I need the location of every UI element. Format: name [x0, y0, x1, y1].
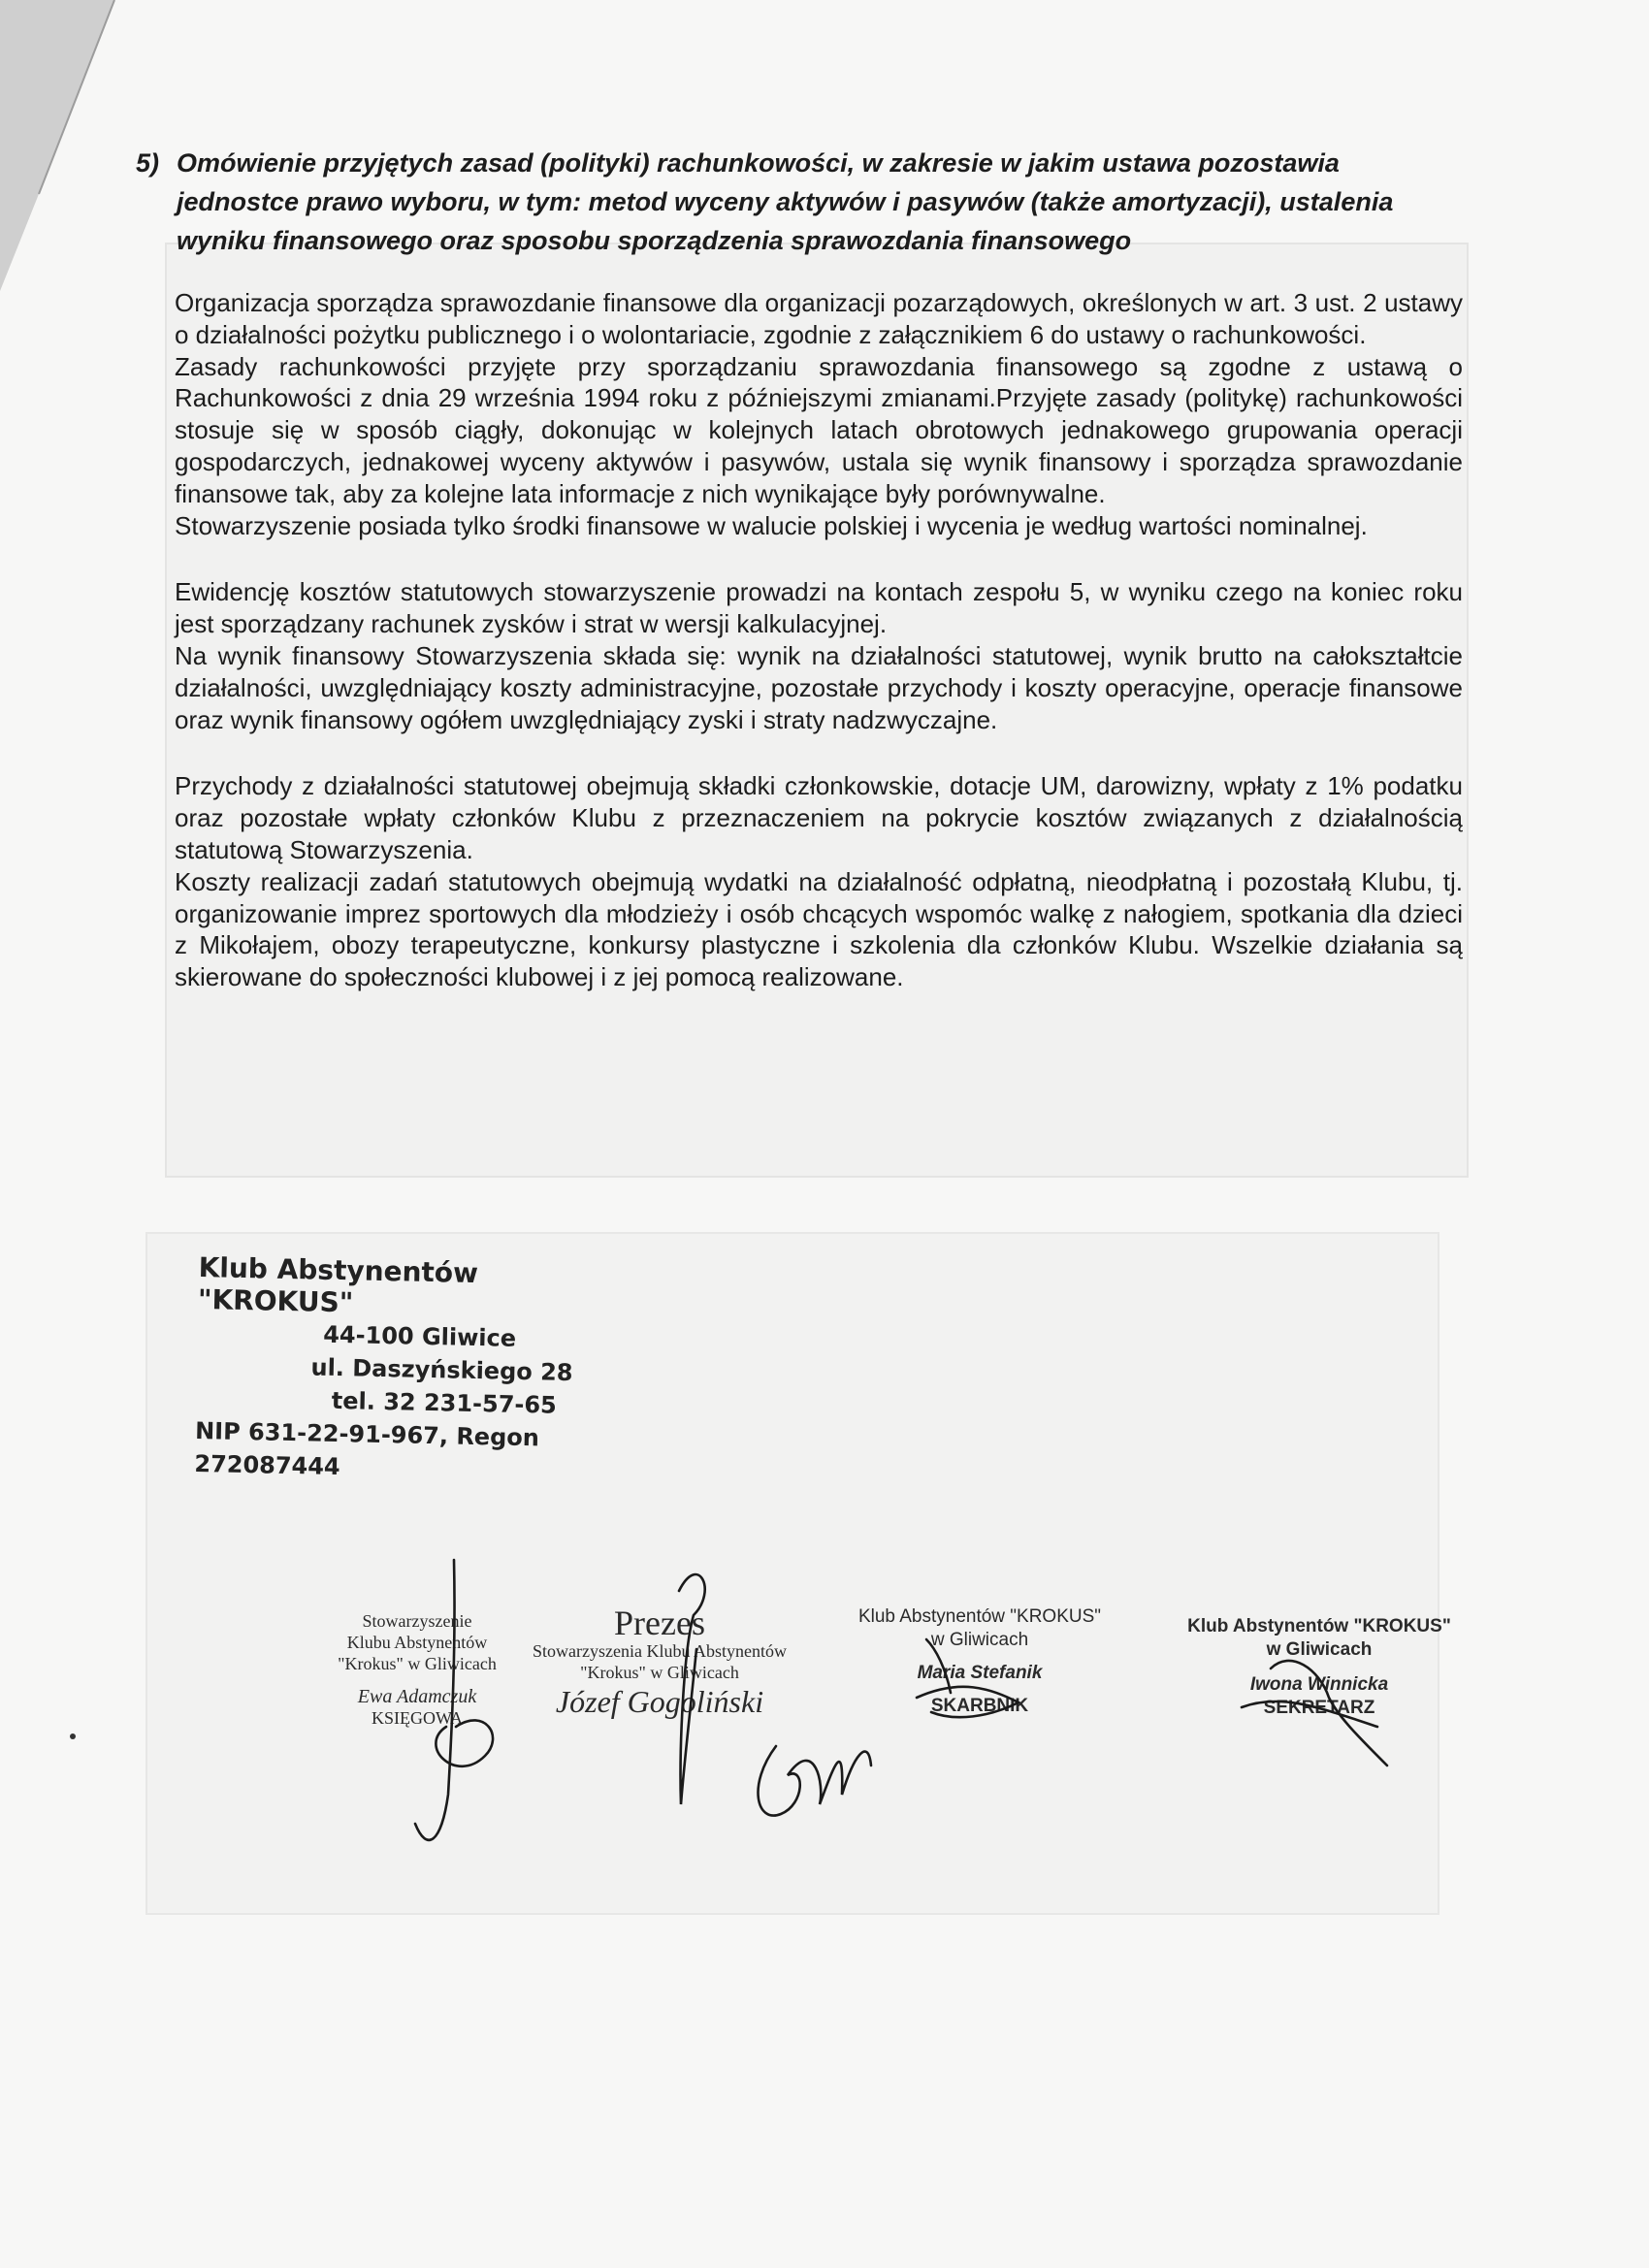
sig-org-line: Stowarzyszenie	[362, 1611, 472, 1631]
paragraph: Ewidencję kosztów statutowych stowarzyszenie prowadzi na kontach zespołu 5, w wyniku czego na koniec roku jest sporządzany rachunek zysków i strat w wersji kalkulacyjnej.	[175, 577, 1463, 639]
paragraph: Koszty realizacji zadań statutowych obejmują wydatki na działalność odpłatną, nieodpłatną i pozostałą Klubu, tj. organizowanie imprez sportowych dla młodzieży i osób chcących wspomóc walkę z nałogiem, spotkania dla dzieci z Mikołajem, obozy terapeutyczne, konkursy plastyczne i szkolenia dla członków Klubu. Wszelkie działania są skierowane do społeczności klubowej i z jej pomocą realizowane.	[175, 866, 1463, 992]
signature-secretary	[1164, 1615, 1474, 1720]
sig-name: Józef Gogoliński	[555, 1684, 764, 1719]
signature-accountant	[315, 1610, 519, 1729]
paragraph-gap	[175, 735, 1463, 770]
stamp-name: Klub Abstynentów "KROKUS"	[197, 1251, 479, 1319]
paragraph: Przychody z działalności statutowej obejmują składki członkowskie, dotacje UM, darowizny, wpłaty z 1% podatku oraz pozostałe wpłaty członków Klubu z przeznaczeniem na pokrycie kosztów związanych z działalnością statutową Stowarzyszenia.	[175, 771, 1463, 864]
paragraph: Organizacja sporządza sprawozdanie finansowe dla organizacji pozarządowych, określonych w art. 3 ust. 2 ustawy o działalności pożytku publicznego i o wolontariacie, zgodnie z załącznikiem 6 do ustawy o rachunkowości.	[175, 288, 1463, 349]
sig-org-line: Klubu Abstynentów	[346, 1633, 488, 1652]
sig-name: Iwona Winnicka	[1249, 1674, 1389, 1695]
body-text	[175, 287, 1463, 993]
stray-mark	[70, 1733, 76, 1739]
sig-role: SKARBNIK	[930, 1696, 1029, 1716]
sig-org-line: "Krokus" w Gliwicach	[580, 1663, 739, 1682]
stamp-phone: tel. 32 231-57-65	[331, 1386, 558, 1419]
sig-title: Prezes	[614, 1604, 705, 1642]
sig-org-line: Klub Abstynentów "KROKUS"	[1187, 1616, 1451, 1636]
paragraph: Zasady rachunkowości przyjęte przy sporządzaniu sprawozdania finansowego są zgodne z ustawą o Rachunkowości z dnia 29 września 1994 roku z późniejszymi zmianami.Przyjęte zasady (politykę) rachunkowości stosuje się w sposób ciągły, dokonując w kolejnych latach obrotowych jednakowego grupowania operacji gospodarczych, jednakowej wyceny aktywów i pasywów, ustala się wynik finansowy i sporządza sprawozdanie finansowe tak, aby za kolejne lata informacje z nich wynikające były porównywalne.	[175, 351, 1463, 508]
paragraph-gap	[175, 541, 1463, 576]
sig-org-line: w Gliwicach	[930, 1630, 1029, 1650]
sig-org-line: Klub Abstynentów "KROKUS"	[857, 1606, 1102, 1627]
section-title: Omówienie przyjętych zasad (polityki) rachunkowości, w zakresie w jakim ustawa pozostawia jednostce prawo wyboru, w tym: metod wyceny aktywów i pasywów (także amortyzacji), ustalenia wyniku finansowego oraz sposobu sporządzenia sprawozdania finansowego	[177, 148, 1394, 255]
sig-org-line: Stowarzyszenia Klubu Abstynentów	[533, 1641, 787, 1661]
stamp-city: 44-100 Gliwice	[322, 1320, 517, 1352]
sig-name: Maria Stefanik	[917, 1663, 1043, 1683]
sig-name: Ewa Adamczuk	[357, 1686, 477, 1707]
signature-president	[529, 1604, 791, 1719]
organization-stamp	[194, 1251, 606, 1489]
paragraph: Stowarzyszenie posiada tylko środki finansowe w walucie polskiej i wycenia je według wartości nominalnej.	[175, 510, 1368, 540]
sig-role: KSIĘGOWA	[372, 1708, 463, 1728]
sig-org-line: w Gliwicach	[1266, 1639, 1373, 1660]
sig-role: SEKRETARZ	[1263, 1698, 1375, 1718]
stamp-street: ul. Daszyńskiego 28	[310, 1353, 573, 1387]
section-heading	[136, 144, 1416, 260]
paragraph: Na wynik finansowy Stowarzyszenia składa się: wynik na działalności statutowej, wynik brutto na całokształtcie działalności, uwzględniający koszty administracyjne, pozostałe przychody i koszty operacyjne, operacje finansowe oraz wynik finansowy ogółem uwzględniający zyski i straty nadzwyczajne.	[175, 640, 1463, 734]
section-number: 5)	[136, 148, 160, 178]
sig-org-line: "Krokus" w Gliwicach	[338, 1654, 497, 1673]
signature-treasurer	[834, 1605, 1125, 1718]
stamp-ids: NIP 631-22-91-967, Regon 272087444	[194, 1416, 540, 1481]
page-edge-shadow	[0, 0, 136, 291]
